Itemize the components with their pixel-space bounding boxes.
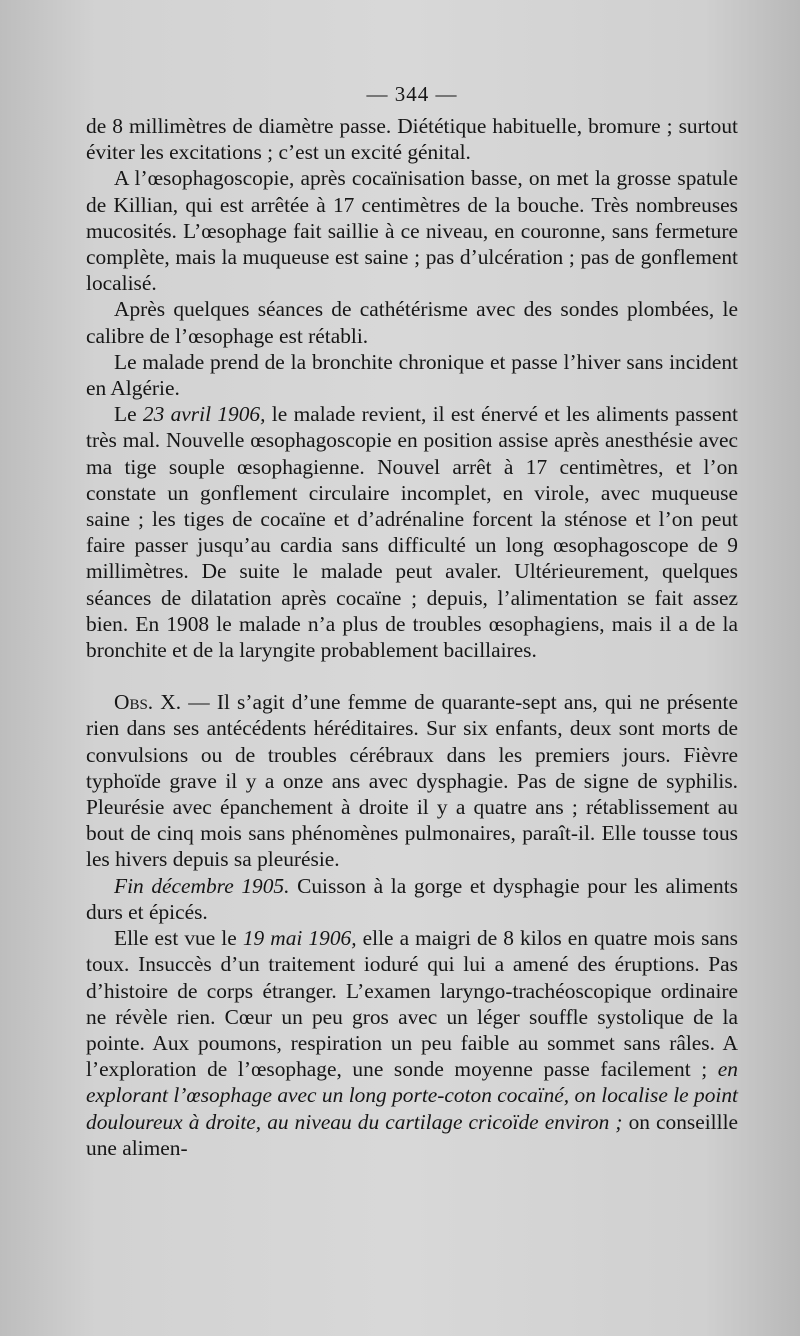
paragraph-5 <box>86 401 738 663</box>
paragraph-4: Le malade prend de la bronchite chronique et passe l’hiver sans incident en Algérie. <box>86 349 738 401</box>
paragraph-8-lead: Elle est vue le <box>114 926 243 951</box>
paragraph-8-tail: on conseillle une alimen- <box>86 1109 739 1160</box>
page-body <box>86 113 738 1161</box>
observation-label: Obs. X. <box>114 690 182 715</box>
observation-x <box>86 689 738 872</box>
paragraph-8-text: elle a maigri de 8 kilos en quatre mois sans toux. Insuccès d’un traitement ioduré qui lui a amené des éruptions. Pas d’histoire de corps étranger. L’examen laryngo-trachéoscopique ordinaire ne révèle rien. Cœur un peu gros avec un léger souffle systolique de la pointe. Aux poumons, respiration un peu faible au sommet sans râles. A l’exploration de l’œsophage, une sonde moyenne passe facilement ; <box>86 926 739 1082</box>
paragraph-5-text: le malade revient, il est énervé et les aliments passent très mal. Nouvelle œsophagoscopie en position assise après anesthésie avec ma tige souple œsophagienne. Nouvel arrêt à 17 centimètres, et l’on constate un gonflement circulaire incomplet, en virole, avec muqueuse saine ; les tiges de cocaïne et d’adrénaline forcent la sténose et l’on peut faire passer jusqu’au cardia sans difficulté un long œsophagoscope de 9 millimètres. De suite le malade peut avaler. Ultérieurement, quelques séances de dilatation après cocaïne ; depuis, l’alimentation se fait assez bien. En 1908 le malade n’a plus de troubles œsophagiens, mais il a de la bronchite et de la laryngite probablement bacillaires. <box>86 402 738 663</box>
date-fin-decembre-1905: Fin décembre 1905. <box>114 873 290 898</box>
section-gap <box>86 663 738 689</box>
date-19-mai-1906: 19 mai 1906, <box>242 926 357 951</box>
observation-text: — Il s’agit d’une femme de quarante-sept ans, qui ne présente rien dans ses antécédents héréditaires. Sur six enfants, deux sont morts de convulsions ou de troubles cérébraux dans les premiers jours. Fièvre typhoïde grave il y a onze ans avec dysphagie. Pas de signe de syphilis. Pleurésie avec épanchement à droite il y a quatre ans ; rétablissement au bout de cinq mois sans phénomènes pulmonaires, paraît-il. Elle tousse tous les hivers depuis sa pleurésie. <box>86 690 738 872</box>
paragraph-8 <box>86 925 738 1161</box>
paragraph-1: de 8 millimètres de diamètre passe. Diététique habituelle, bromure ; surtout éviter les excitations ; c’est un excité génital. <box>86 114 738 165</box>
paragraph-5-lead: Le <box>114 402 143 427</box>
paragraph-3: Après quelques séances de cathétérisme avec des sondes plombées, le calibre de l’œsophage est rétabli. <box>86 297 738 348</box>
page-number: — 344 — <box>366 82 458 106</box>
paragraph-8-italic: en explorant l’œsophage avec un long porte-coton cocaïné, on localise le point douloureux à droite, au niveau du cartilage cricoïde environ ; <box>86 1057 738 1134</box>
paragraph-2: A l’œsophagoscopie, après cocaïnisation basse, on met la grosse spatule de Killian, qui est arrêtée à 17 centimètres de la bouche. Très nombreuses mucosités. L’œsophage fait saillie à ce niveau, en couronne, sans fermeture complète, mais la muqueuse est saine ; pas d’ulcération ; pas de gonflement localisé. <box>86 166 738 296</box>
date-23-avril-1906: 23 avril 1906, <box>142 402 266 427</box>
paragraph-7-text: Cuisson à la gorge et dysphagie pour les aliments durs et épicés. <box>86 873 738 924</box>
paragraph-7 <box>86 873 738 925</box>
